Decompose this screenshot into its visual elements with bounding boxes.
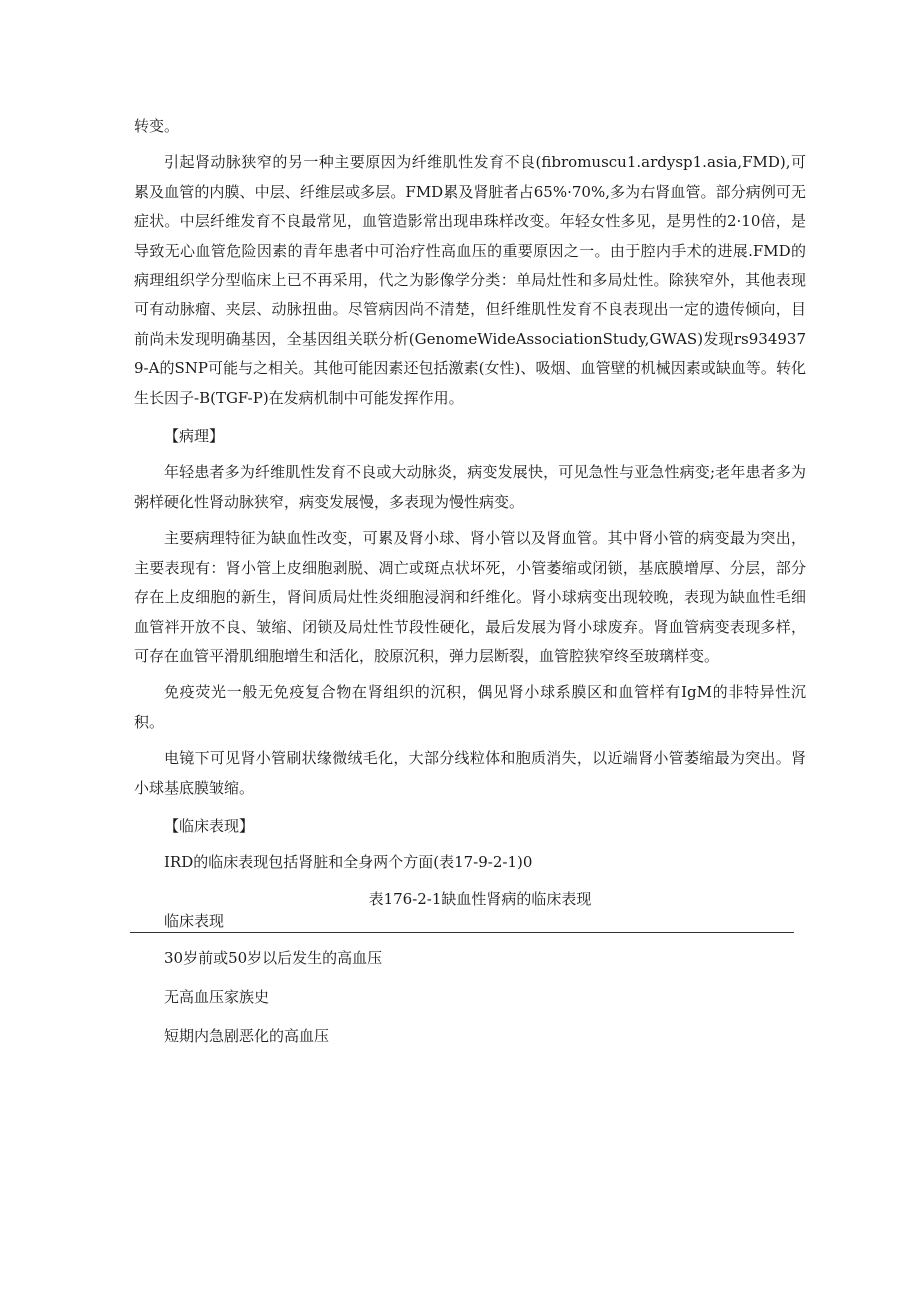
table-row: 短期内急剧恶化的高血压	[164, 1026, 330, 1045]
document-page	[134, 112, 806, 1049]
paragraph-continuation: 转变。	[134, 117, 180, 135]
paragraph-clinical-intro: IRD的临床表现包括肾脏和全身两个方面(表17-9-2-1)0	[164, 853, 533, 872]
table-caption: 表176-2-1缺血性肾病的临床表现	[368, 889, 592, 908]
table-row: 无高血压家族史	[164, 987, 270, 1006]
paragraph-fmd: 引起肾动脉狭窄的另一种主要原因为纤维肌性发育不良(fibromuscu1.ardysp1.asia,FMD),可累及血管的内膜、中层、纤维层或多层。FMD累及肾脏者占65%·70%,多为右肾血管。部分病例可无症状。中层纤维发育不良最常见，血管造影常出现串珠样改变。年轻女性多见，是男性的2·10倍，是导致无心血管危险因素的青年患者中可治疗性高血压的重要原因之一。由于腔内手术的进展.FMD的病理组织学分型临床上已不再采用，代之为影像学分类：单局灶性和多局灶性。除狭窄外，其他表现可有动脉瘤、夹层、动脉扭曲。尽管病因尚不清楚，但纤维肌性发育不良表现出一定的遗传倾向，目前尚未发现明确基因，全基因组关联分析(GenomeWideAssociationStudy,GWAS)发现rs9349379-A的SNP可能与之相关。其他可能因素还包括激素(女性)、吸烟、血管壁的机械因素或缺血等。转化生长因子-B(TGF-P)在发病机制中可能发挥作用。	[134, 153, 806, 407]
paragraph-immunofluorescence: 免疫荧光一般无免疫复合物在肾组织的沉积，偶见肾小球系膜区和血管样有IgM的非特异性沉积。	[134, 683, 806, 731]
table-header: 临床表现	[130, 912, 794, 933]
section-heading-pathology: 【病理】	[164, 427, 225, 446]
table-row: 30岁前或50岁以后发生的高血压	[164, 948, 383, 967]
paragraph-pathology-age: 年轻患者多为纤维肌性发育不良或大动脉炎，病变发展快，可见急性与亚急性病变;老年患者多为粥样硬化性肾动脉狭窄，病变发展慢，多表现为慢性病变。	[134, 463, 806, 511]
paragraph-electron-microscopy: 电镜下可见肾小管刷状缘微绒毛化，大部分线粒体和胞质消失，以近端肾小管萎缩最为突出。肾小球基底膜皱缩。	[134, 749, 806, 797]
paragraph-pathology-features: 主要病理特征为缺血性改变，可累及肾小球、肾小管以及肾血管。其中肾小管的病变最为突出，主要表现有：肾小管上皮细胞剥脱、凋亡或斑点状坏死，小管萎缩或闭锁，基底膜增厚、分层，部分存在上皮细胞的新生，肾间质局灶性炎细胞浸润和纤维化。肾小球病变出现较晚，表现为缺血性毛细血管袢开放不良、皱缩、闭锁及局灶性节段性硬化，最后发展为肾小球废弃。肾血管病变表现多样，可存在血管平滑肌细胞增生和活化，胶原沉积，弹力层断裂，血管腔狭窄终至玻璃样变。	[134, 529, 806, 665]
section-heading-clinical: 【临床表现】	[164, 816, 255, 835]
